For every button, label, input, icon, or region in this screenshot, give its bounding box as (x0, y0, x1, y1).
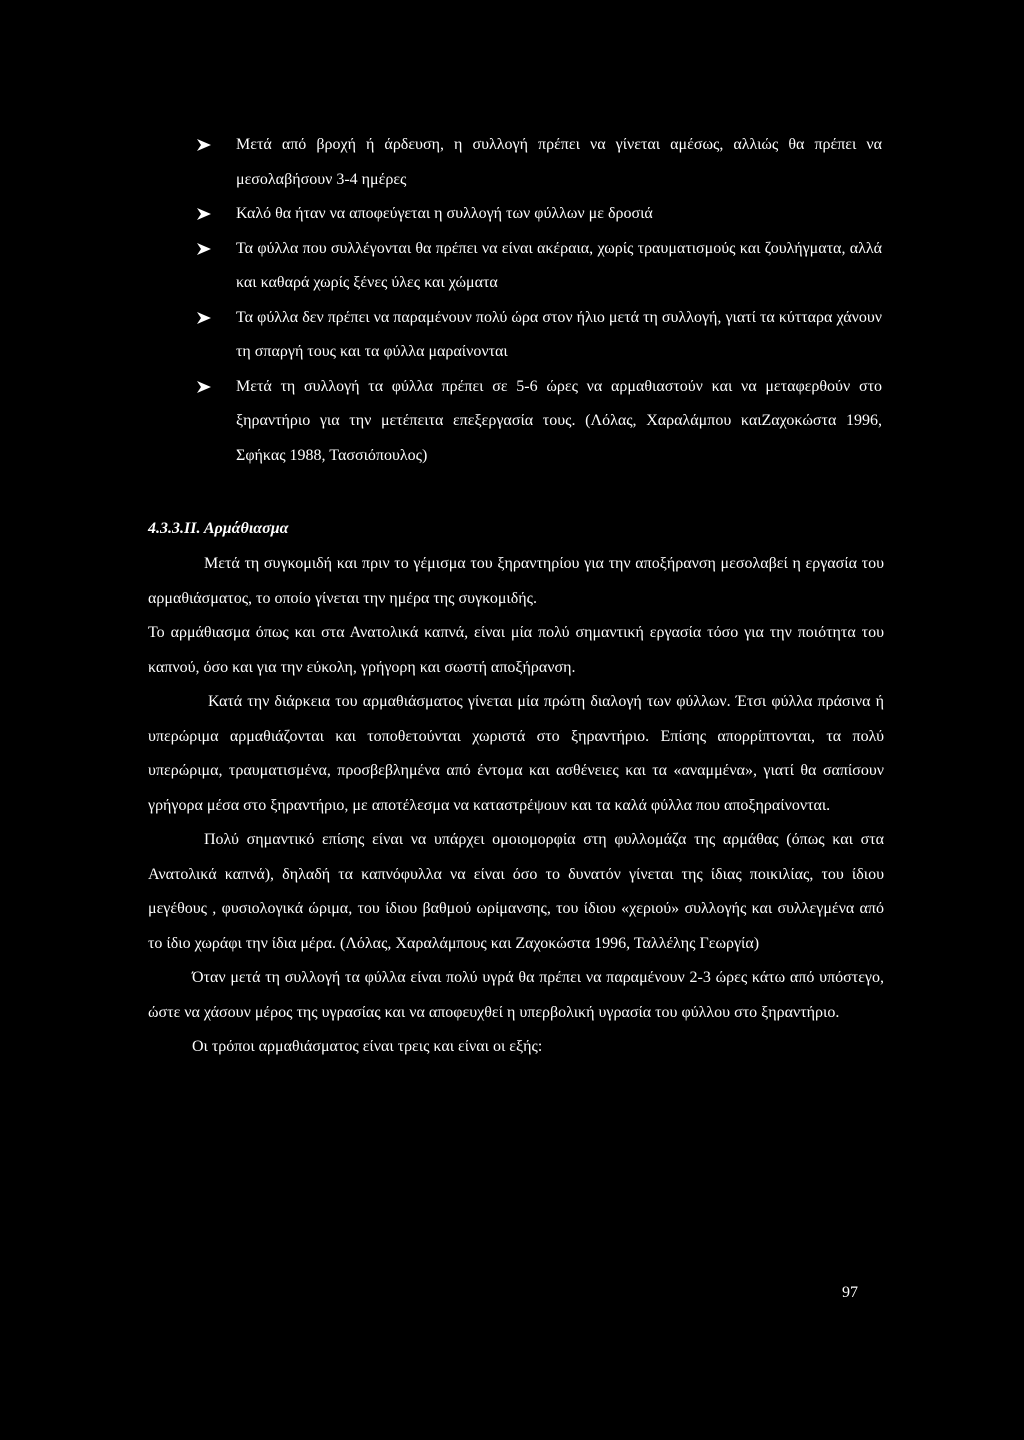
list-item (196, 232, 882, 301)
list-item (196, 370, 882, 474)
arrowhead-bullet-icon (196, 197, 214, 232)
page-number: 97 (842, 1284, 858, 1301)
arrowhead-bullet-icon (196, 128, 214, 163)
list-item (196, 197, 882, 232)
paragraph: Όταν μετά τη συλλογή τα φύλλα είναι πολύ υγρά θα πρέπει να παραμένουν 2-3 ώρες κάτω από υπόστεγο, ώστε να χάσουν μέρος της υγρασίας και να αποφευχθεί η υπερβολική υγρασία του φύλλου στο ξηραντήριο. (148, 969, 884, 1021)
paragraph: Μετά τη συγκομιδή και πριν το γέμισμα του ξηραντηρίου για την αποξήρανση μεσολαβεί η εργασία του αρμαθιάσματος, το οποίο γίνεται την ημέρα της συγκομιδής. (148, 555, 884, 607)
arrowhead-bullet-icon (196, 370, 214, 405)
bullet-text: Τα φύλλα που συλλέγονται θα πρέπει να είναι ακέραια, χωρίς τραυματισμούς και ζουλήγματα, αλλά και καθαρά χωρίς ξένες ύλες και χώματα (236, 239, 882, 291)
paragraph: Πολύ σημαντικό επίσης είναι να υπάρχει ομοιομορφία στη φυλλομάζα της αρμάθας (όπως και στα Ανατολικά καπνά), δηλαδή τα καπνόφυλλα να είναι όσο το δυνατόν γίνεται της ίδιας ποικιλίας, του ίδιου μεγέθους , φυσιολογικά ώριμα, του ίδιου βαθμού ωρίμανσης, του ίδιου «χεριού» συλλογής και συλλεγμένα από το ίδιο χωράφι την ίδια μέρα. (Λόλας, Χαραλάμπους και Ζαχοκώστα 1996, Ταλλέλης Γεωργία) (148, 831, 884, 952)
arrowhead-bullet-icon (196, 232, 214, 267)
bullet-list (196, 128, 882, 473)
bullet-text: Μετά τη συλλογή τα φύλλα πρέπει σε 5-6 ώρες να αρμαθιαστούν και να μεταφερθούν στο ξηραντήριο για την μετέπειτα επεξεργασία τους. (Λόλας, Χαραλάμπου καιΖαχοκώστα 1996, Σφήκας 1988, Τασσιόπουλος) (236, 377, 882, 464)
paragraph: Το αρμάθιασμα όπως και στα Ανατολικά καπνά, είναι μία πολύ σημαντική εργασία τόσο για την ποιότητα του καπνού, όσο και για την εύκολη, γρήγορη και σωστή αποξήρανση. (148, 624, 884, 676)
body-text (148, 547, 884, 1065)
bullet-text: Τα φύλλα δεν πρέπει να παραμένουν πολύ ώρα στον ήλιο μετά τη συλλογή, γιατί τα κύτταρα χάνουν τη σπαργή τους και τα φύλλα μαραίνονται (236, 308, 882, 360)
bullet-text: Μετά από βροχή ή άρδευση, η συλλογή πρέπει να γίνεται αμέσως, αλλιώς θα πρέπει να μεσολαβήσουν 3-4 ημέρες (236, 136, 882, 188)
paragraph: Οι τρόποι αρμαθιάσματος είναι τρεις και είναι οι εξής: (192, 1038, 543, 1055)
bullet-text: Καλό θα ήταν να αποφεύγεται η συλλογή των φύλλων με δροσιά (236, 205, 653, 222)
list-item (196, 128, 882, 197)
arrowhead-bullet-icon (196, 301, 214, 336)
section-heading: 4.3.3.ΙΙ. Αρμάθιασμα (148, 520, 289, 537)
paragraph: Κατά την διάρκεια του αρμαθιάσματος γίνεται μία πρώτη διαλογή των φύλλων. Έτσι φύλλα πράσινα ή υπερώριμα αρμαθιάζονται και τοποθετούνται χωριστά στο ξηραντήριο. Επίσης απορρίπτονται, τα πολύ υπερώριμα, τραυματισμένα, προσβεβλημένα από έντομα και ασθένειες και τα «αναμμένα», γιατί θα σαπίσουν γρήγορα μέσα στο ξηραντήριο, με αποτέλεσμα να καταστρέψουν και τα καλά φύλλα που αποξηραίνονται. (148, 693, 884, 814)
list-item (196, 301, 882, 370)
